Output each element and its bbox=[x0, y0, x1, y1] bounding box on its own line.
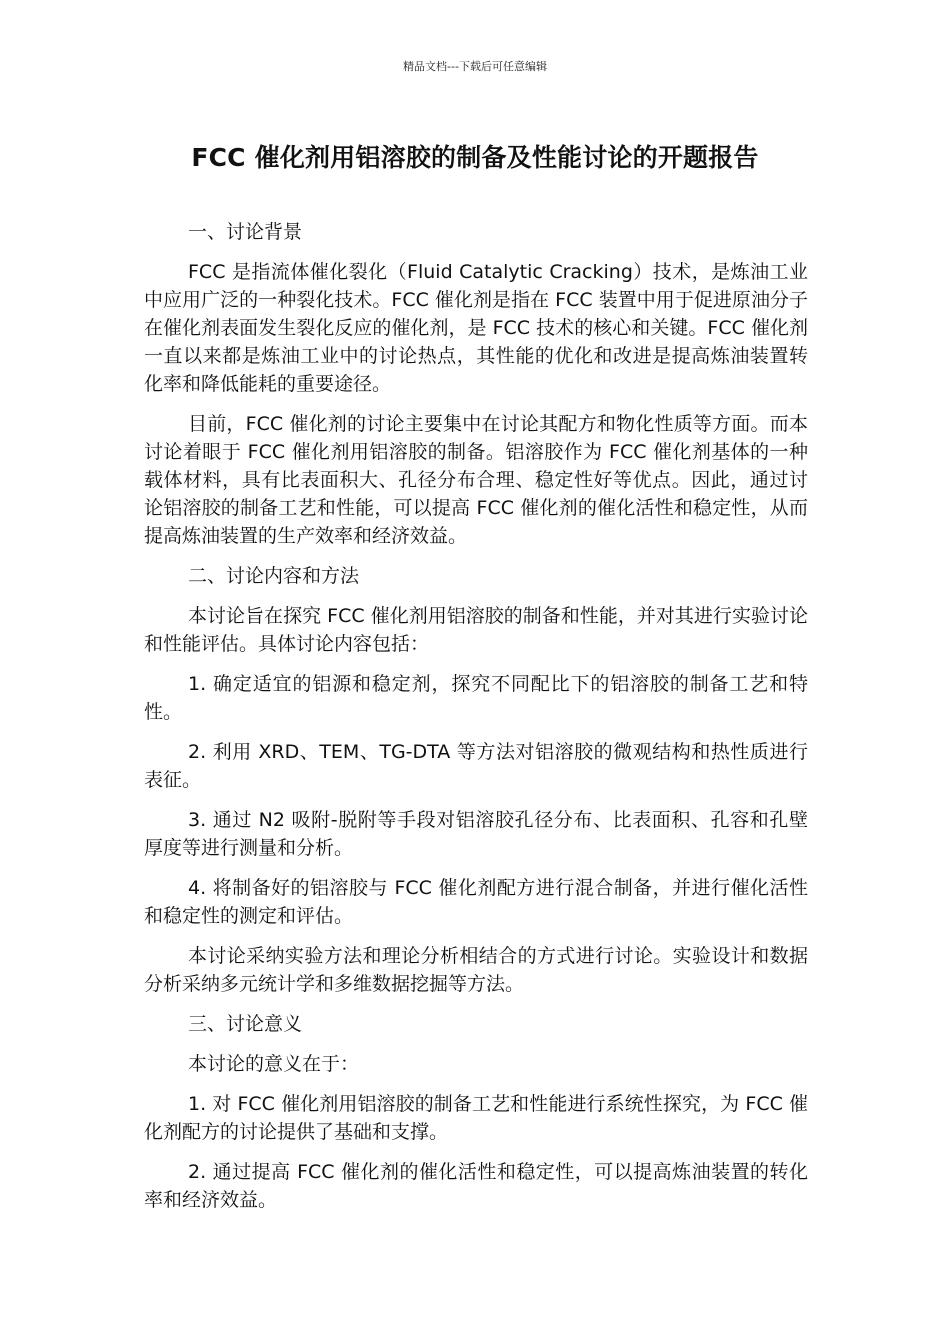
list-item: 2. 通过提高 FCC 催化剂的催化活性和稳定性，可以提高炼油装置的转化率和经济效益。 bbox=[144, 1161, 808, 1211]
paragraph: 目前，FCC 催化剂的讨论主要集中在讨论其配方和物化性质等方面。而本讨论着眼于 FCC 催化剂用铝溶胶的制备。铝溶胶作为 FCC 催化剂基体的一种载体材料，具有比表面积大、孔径分布合理、稳定性好等优点。因此，通过讨论铝溶胶的制备工艺和性能，可以提高 FCC 催化剂的催化活性和稳定性，从而提高炼油装置的生产效率和经济效益。 bbox=[144, 413, 808, 547]
list-item: 2. 利用 XRD、TEM、TG-DTA 等方法对铝溶胶的微观结构和热性质进行表征。 bbox=[144, 741, 808, 791]
section-heading: 一、讨论背景 bbox=[188, 221, 303, 243]
list-item: 1. 确定适宜的铝源和稳定剂，探究不同配比下的铝溶胶的制备工艺和特性。 bbox=[144, 673, 808, 723]
paragraph: 本讨论采纳实验方法和理论分析相结合的方式进行讨论。实验设计和数据分析采纳多元统计学和多维数据挖掘等方法。 bbox=[144, 945, 808, 995]
document-title: FCC 催化剂用铝溶胶的制备及性能讨论的开题报告 bbox=[191, 143, 759, 172]
document-body bbox=[144, 218, 808, 1226]
paragraph: 本讨论的意义在于： bbox=[188, 1053, 360, 1075]
list-item: 4. 将制备好的铝溶胶与 FCC 催化剂配方进行混合制备，并进行催化活性和稳定性的测定和评估。 bbox=[144, 877, 808, 927]
section-content-and-methods bbox=[144, 562, 808, 998]
paragraph: 本讨论旨在探究 FCC 催化剂用铝溶胶的制备和性能，并对其进行实验讨论和性能评估。具体讨论内容包括： bbox=[144, 605, 808, 655]
section-heading: 三、讨论意义 bbox=[188, 1013, 303, 1035]
list-item: 3. 通过 N2 吸附-脱附等手段对铝溶胶孔径分布、比表面积、孔容和孔壁厚度等进行测量和分析。 bbox=[144, 809, 808, 859]
section-heading: 二、讨论内容和方法 bbox=[188, 565, 360, 587]
list-item: 1. 对 FCC 催化剂用铝溶胶的制备工艺和性能进行系统性探究，为 FCC 催化剂配方的讨论提供了基础和支撑。 bbox=[144, 1093, 808, 1143]
section-significance bbox=[144, 1010, 808, 1214]
page-header-note: 精品文档---下载后可任意编辑 bbox=[403, 60, 547, 73]
section-background bbox=[144, 218, 808, 550]
paragraph: FCC 是指流体催化裂化（Fluid Catalytic Cracking）技术，是炼油工业中应用广泛的一种裂化技术。FCC 催化剂是指在 FCC 装置中用于促进原油分子在催化剂表面发生裂化反应的催化剂，是 FCC 技术的核心和关键。FCC 催化剂一直以来都是炼油工业中的讨论热点，其性能的优化和改进是提高炼油装置转化率和降低能耗的重要途径。 bbox=[144, 261, 808, 395]
